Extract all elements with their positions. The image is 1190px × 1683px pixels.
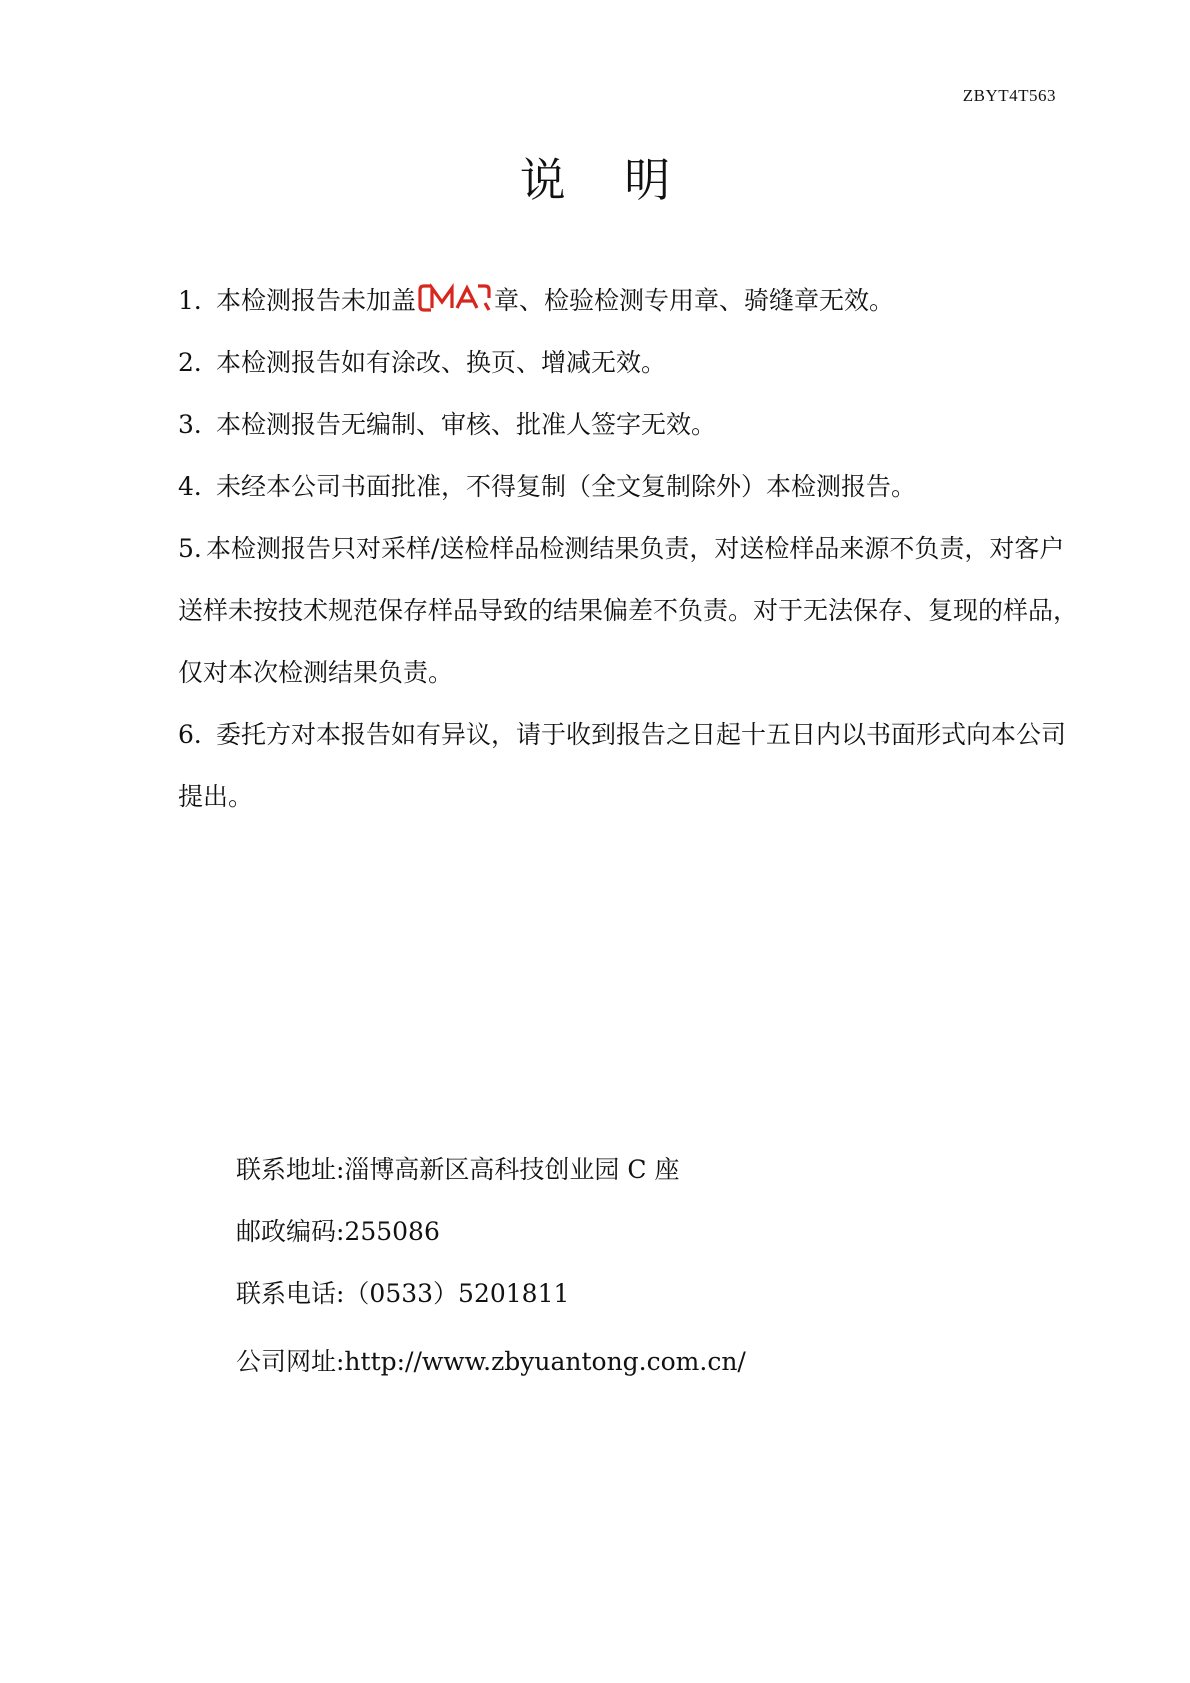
note-text: 章、检验检测专用章、骑缝章无效。: [494, 286, 895, 315]
note-number: 4．: [178, 472, 219, 501]
report-code: ZBYT4T563: [962, 86, 1056, 105]
note-item: [178, 704, 1078, 828]
note-item: [178, 456, 1078, 518]
contact-info: [236, 1150, 746, 1404]
note-item: [178, 332, 1078, 394]
note-number: 5.: [178, 534, 202, 563]
note-item: [178, 183, 1078, 332]
cma-logo-text: CMA: [318, 183, 321, 184]
notes-list: [178, 183, 1079, 828]
contact-website: 公司网址:http://www.zbyuantong.com.cn/: [236, 1347, 746, 1376]
note-text: 本检测报告只对采样/送检样品检测结果负责，对送检样品来源不负责，对客户送样未按技术规范保存样品导致的结果偏差不负责。对于无法保存、复现的样品，仅对本次检测结果负责。: [178, 534, 1079, 687]
note-text: 本检测报告未加盖: [216, 286, 417, 315]
contact-address: 联系地址:淄博高新区高科技创业园 C 座: [236, 1155, 680, 1184]
contact-phone: 联系电话:（0533）5201811: [236, 1279, 570, 1308]
contact-postcode: 邮政编码:255086: [236, 1217, 440, 1246]
note-number: 6．: [178, 720, 219, 749]
cma-logo-icon: [318, 183, 492, 313]
note-text: 委托方对本报告如有异议，请于收到报告之日起十五日内以书面形式向本公司提出。: [178, 720, 1067, 811]
note-item: [178, 518, 1078, 704]
note-text: 本检测报告无编制、审核、批准人签字无效。: [216, 410, 717, 439]
note-text: 本检测报告如有涂改、换页、增减无效。: [216, 348, 667, 377]
note-number: 3．: [178, 410, 219, 439]
note-number: 1．: [178, 286, 219, 315]
page-title: 说 明: [519, 153, 693, 207]
note-number: 2．: [178, 348, 219, 377]
note-item: [178, 394, 1078, 456]
note-text: 未经本公司书面批准，不得复制（全文复制除外）本检测报告。: [216, 472, 917, 501]
